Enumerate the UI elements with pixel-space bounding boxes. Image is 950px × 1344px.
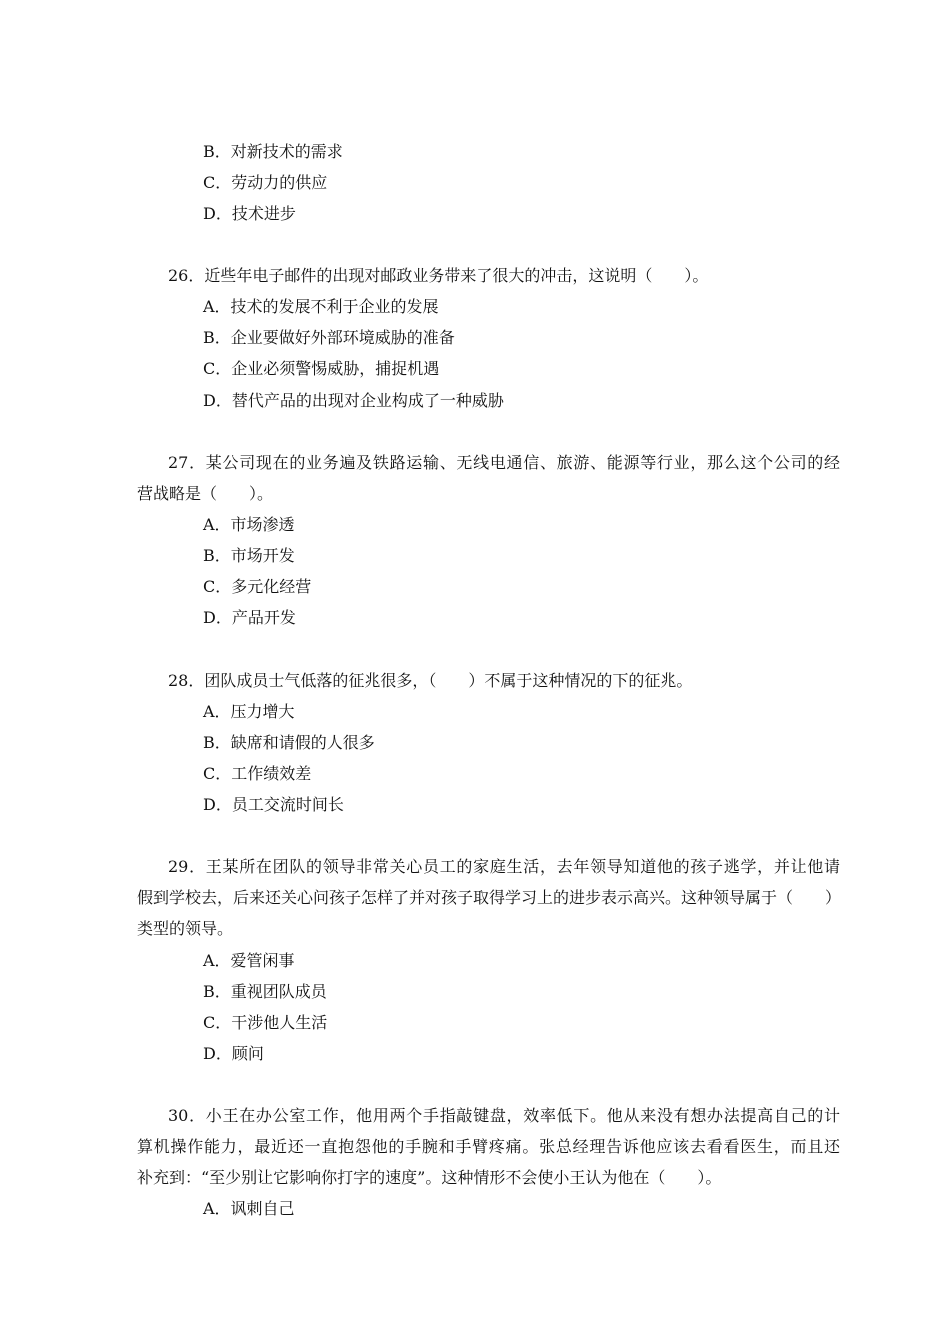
option-item: A．市场渗透 (203, 515, 295, 534)
option-item: A．讽刺自己 (203, 1199, 295, 1218)
option-item: D．顾问 (203, 1044, 264, 1063)
option-item: A．压力增大 (203, 702, 295, 721)
option-item: D．技术进步 (203, 204, 296, 223)
option-item: D．产品开发 (203, 608, 296, 627)
question-27-stem-cont: 营战略是（ ）。 (137, 484, 274, 503)
question-30-stem-cont: 补充到：“至少别让它影响你打字的速度”。这种情形不会使小王认为他在（ ）。 (137, 1168, 722, 1187)
option-item: B．缺席和请假的人很多 (203, 733, 375, 752)
option-item: B．重视团队成员 (203, 982, 327, 1001)
question-26-stem: 26．近些年电子邮件的出现对邮政业务带来了很大的冲击，这说明（ ）。 (168, 266, 709, 285)
option-item: A．爱管闲事 (203, 951, 295, 970)
option-item: C．干涉他人生活 (203, 1013, 328, 1032)
question-27-stem: 27．某公司现在的业务遍及铁路运输、无线电通信、旅游、能源等行业，那么这个公司的经 (168, 453, 840, 472)
question-29-stem-cont: 假到学校去，后来还关心问孩子怎样了并对孩子取得学习上的进步表示高兴。这种领导属于（ ） (137, 888, 842, 907)
option-item: B．市场开发 (203, 546, 295, 565)
question-30-stem-cont: 算机操作能力，最近还一直抱怨他的手腕和手臂疼痛。张总经理告诉他应该去看看医生，而且还 (137, 1137, 840, 1156)
question-29-stem-cont: 类型的领导。 (137, 919, 234, 938)
option-item: B．企业要做好外部环境威胁的准备 (203, 328, 455, 347)
option-item: C．企业必须警惕威胁，捕捉机遇 (203, 359, 440, 378)
option-item: C．多元化经营 (203, 577, 312, 596)
question-30-stem: 30．小王在办公室工作，他用两个手指敲键盘，效率低下。他从来没有想办法提高自己的计 (168, 1106, 840, 1125)
option-item: D．替代产品的出现对企业构成了一种威胁 (203, 391, 504, 410)
option-item: C．工作绩效差 (203, 764, 312, 783)
option-item: C．劳动力的供应 (203, 173, 328, 192)
question-28-stem: 28．团队成员士气低落的征兆很多，（ ）不属于这种情况的下的征兆。 (168, 671, 693, 690)
option-item: B．对新技术的需求 (203, 142, 343, 161)
question-29-stem: 29．王某所在团队的领导非常关心员工的家庭生活，去年领导知道他的孩子逃学，并让他请 (168, 857, 840, 876)
option-item: D．员工交流时间长 (203, 795, 344, 814)
option-item: A．技术的发展不利于企业的发展 (203, 297, 439, 316)
